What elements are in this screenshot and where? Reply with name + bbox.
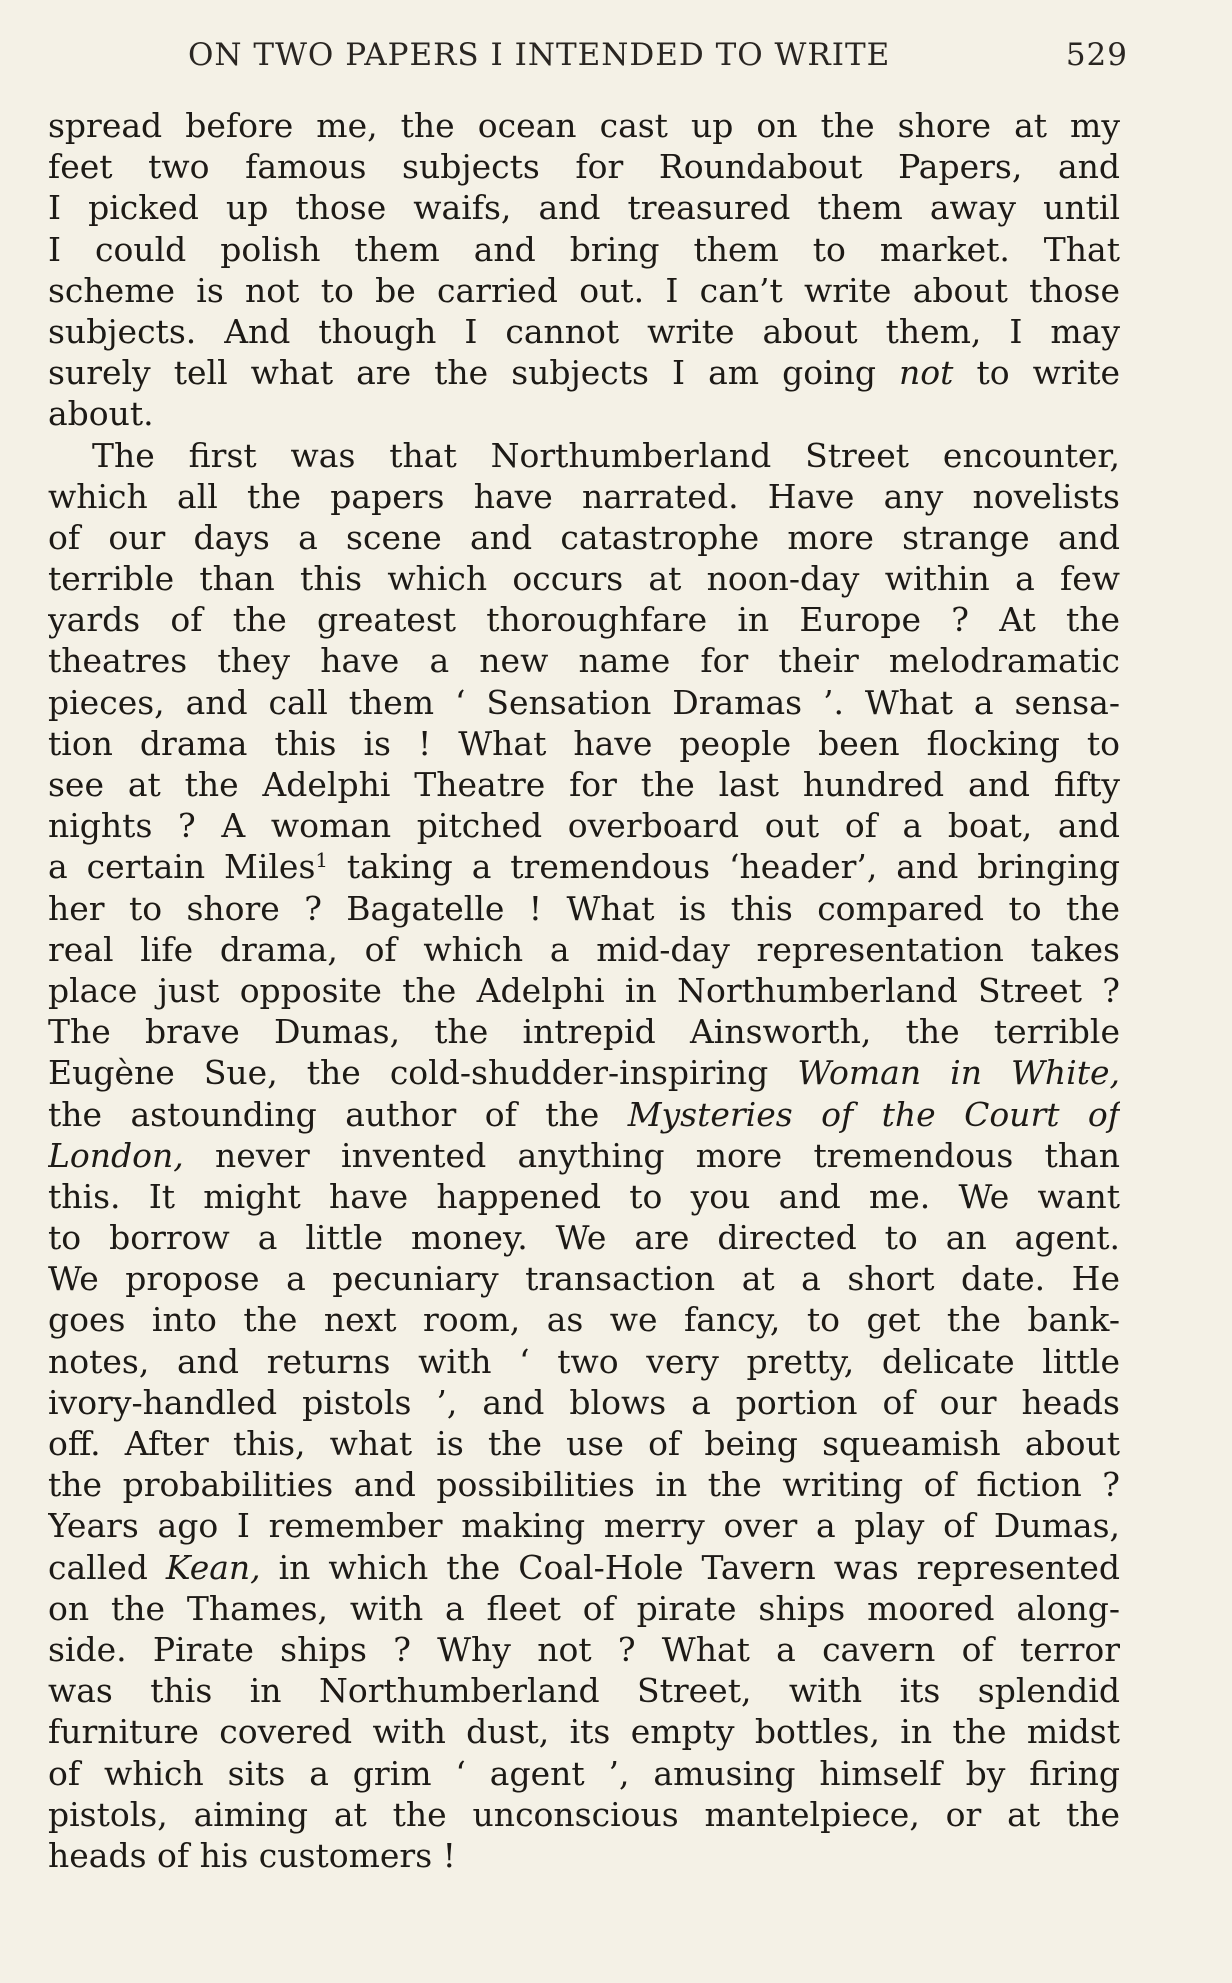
text-line: scheme is not to be carried out. I can’t write about those (48, 270, 1120, 310)
text-line: goes into the next room, as we fancy, to get the bank- (48, 1300, 1120, 1340)
text-run: in which the Coal-Hole Tavern was represented (260, 1547, 1120, 1587)
text-run: Eugène Sue, the cold-shudder-inspiring (48, 1053, 798, 1093)
text-line (48, 352, 1120, 393)
text-run: the astounding author of the (48, 1094, 628, 1134)
text-line (48, 1135, 1120, 1176)
text-run: called (48, 1547, 166, 1587)
text-line: feet two famous subjects for Roundabout Papers, and (48, 147, 1120, 187)
text-line: her to shore ? Bagatelle ! What is this compared to the (48, 888, 1120, 928)
text-line: heads of his customers ! (48, 1835, 456, 1875)
page-number: 529 (1065, 37, 1128, 73)
text-line: place just opposite the Adelphi in Northumberland Street ? (48, 970, 1120, 1010)
text-line: terrible than this which occurs at noon-day within a few (48, 559, 1120, 599)
text-line: was this in Northumberland Street, with its splendid (48, 1671, 1120, 1711)
text-line: We propose a pecuniary transaction at a short date. He (48, 1259, 1120, 1299)
text-line: subjects. And though I cannot write about them, I may (48, 311, 1120, 351)
text-run: never invented anything more tremendous than (183, 1135, 1120, 1175)
text-line: ivory-handled pistols ’, and blows a portion of our heads (48, 1382, 1120, 1422)
text-line: the probabilities and possibilities in the writing of fiction ? (48, 1465, 1120, 1505)
italic-text: not (899, 353, 954, 393)
text-line: of which sits a grim ‘ agent ’, amusing himself by firing (48, 1753, 1120, 1793)
running-head (180, 30, 1128, 80)
text-line: off. After this, what is the use of being squeamish about (48, 1424, 1120, 1463)
text-line: furniture covered with dust, its empty bottles, in the midst (48, 1712, 1120, 1752)
running-title: ON TWO PAPERS I INTENDED TO WRITE (188, 37, 891, 73)
text-line: pieces, and call them ‘ Sensation Dramas ’. What a sensa- (48, 682, 1120, 722)
text-line: to borrow a little money. We are directed to an agent. (48, 1218, 1120, 1258)
text-line: of our days a scene and catastrophe more strange and (48, 517, 1120, 557)
text-run: surely tell what are the subjects I am going (48, 353, 900, 393)
paragraph-start-line: The first was that Northumberland Street encounter, (92, 435, 1120, 475)
text-line: this. It might have happened to you and me. We want (48, 1176, 1120, 1216)
text-line: side. Pirate ships ? Why not ? What a cavern of terror (48, 1629, 1120, 1669)
text-line: on the Thames, with a fleet of pirate ships moored along- (48, 1588, 1120, 1628)
text-line: about. (48, 394, 154, 434)
text-line (48, 1052, 1120, 1093)
text-line: nights ? A woman pitched overboard out of a boat, and (48, 806, 1120, 846)
text-run: taking a tremendous ‘header’, and bringing (328, 847, 1120, 887)
text-line (48, 1094, 1120, 1135)
text-line: I could polish them and bring them to market. That (48, 229, 1120, 269)
text-line: see at the Adelphi Theatre for the last hundred and fifty (48, 765, 1120, 804)
italic-text: London, (48, 1135, 184, 1175)
text-line: tion drama this is ! What have people been flocking to (48, 723, 1120, 763)
text-line: theatres they have a new name for their melodramatic (48, 641, 1120, 681)
italic-text: Woman in White, (797, 1053, 1120, 1093)
text-line (48, 1547, 1120, 1588)
text-line: The brave Dumas, the intrepid Ainsworth, the terrible (48, 1012, 1120, 1052)
text-line: real life drama, of which a mid-day representation takes (48, 929, 1120, 969)
italic-text: Kean, (165, 1547, 261, 1587)
text-line (48, 846, 1120, 887)
text-line: pistols, aiming at the unconscious mantelpiece, or at the (48, 1794, 1120, 1834)
text-line: spread before me, the ocean cast up on the shore at my (48, 106, 1120, 145)
footnote-marker: 1 (315, 849, 328, 873)
text-run: a certain Miles (48, 847, 316, 887)
text-line: Years ago I remember making merry over a play of Dumas, (48, 1506, 1120, 1546)
text-line: I picked up those waifs, and treasured them away until (48, 188, 1120, 228)
text-line: yards of the greatest thoroughfare in Europe ? At the (48, 600, 1120, 640)
body-text (48, 105, 1120, 1876)
text-line: notes, and returns with ‘ two very pretty, delicate little (48, 1341, 1120, 1381)
text-run: to write (953, 353, 1120, 393)
text-line: which all the papers have narrated. Have any novelists (48, 476, 1120, 516)
italic-text: Mysteries of the Court of (627, 1094, 1120, 1134)
